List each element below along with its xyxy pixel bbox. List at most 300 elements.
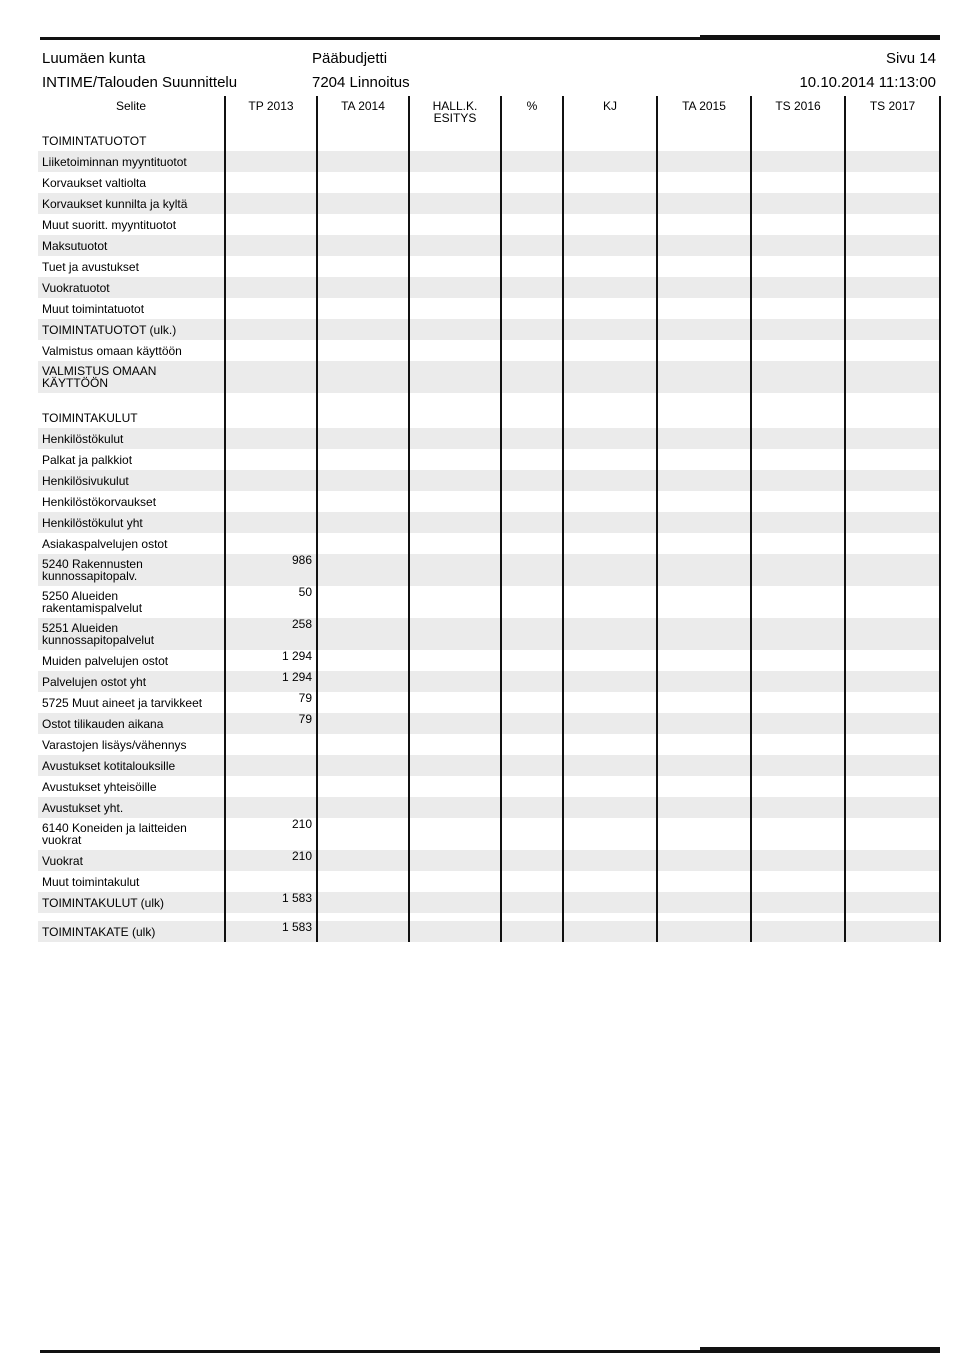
tp2013-value: [225, 734, 317, 755]
tp2013-value: [225, 172, 317, 193]
empty-value: [317, 491, 409, 512]
empty-value: [501, 277, 563, 298]
empty-value: [317, 554, 409, 586]
empty-value: [751, 340, 845, 361]
empty-value: [409, 586, 501, 618]
footer-rule: [40, 1350, 940, 1353]
tp2013-value: [225, 235, 317, 256]
empty-value: [501, 449, 563, 470]
empty-value: [409, 713, 501, 734]
empty-value: [657, 921, 751, 942]
empty-value: [317, 755, 409, 776]
empty-value: [501, 892, 563, 913]
row-label: Muut suoritt. myyntituotot: [42, 217, 177, 232]
tp2013-value: [225, 755, 317, 776]
spacer-cell: [751, 913, 845, 921]
empty-value: [501, 850, 563, 871]
empty-value: [563, 319, 657, 340]
empty-value: [657, 671, 751, 692]
table-body: [38, 130, 940, 942]
tp2013-value: 79: [225, 692, 317, 713]
empty-value: [845, 650, 940, 671]
empty-value: [751, 921, 845, 942]
empty-value: [409, 193, 501, 214]
row-label: Henkilöstökulut yht: [38, 512, 225, 533]
row-label: Muut toimintakulut: [42, 874, 140, 889]
column-header: TA 2015: [657, 96, 751, 130]
empty-value: [317, 340, 409, 361]
empty-value: [845, 818, 940, 850]
empty-value: [501, 512, 563, 533]
table-row: [38, 512, 940, 533]
tp2013-value: [225, 277, 317, 298]
empty-value: [409, 319, 501, 340]
spacer-cell: [751, 393, 845, 407]
empty-value: [751, 850, 845, 871]
empty-value: [563, 151, 657, 172]
empty-value: [409, 554, 501, 586]
empty-value: [501, 470, 563, 491]
empty-value: [501, 586, 563, 618]
empty-value: [657, 256, 751, 277]
empty-value: [751, 214, 845, 235]
empty-value: [563, 491, 657, 512]
empty-value: [501, 533, 563, 554]
tp2013-value: 1 294: [225, 671, 317, 692]
empty-value: [317, 449, 409, 470]
spacer-cell: [501, 393, 563, 407]
table-row: [38, 713, 940, 734]
tp2013-value: [225, 470, 317, 491]
empty-value: [317, 428, 409, 449]
empty-value: [409, 256, 501, 277]
empty-value: [501, 151, 563, 172]
empty-value: [563, 361, 657, 393]
empty-value: [751, 533, 845, 554]
table-row: [38, 449, 940, 470]
empty-value: [751, 491, 845, 512]
row-label: Ostot tilikauden aikana: [38, 713, 225, 734]
empty-value: [751, 512, 845, 533]
empty-value: [563, 407, 657, 428]
empty-value: [751, 151, 845, 172]
table-row: [38, 361, 940, 393]
header-rule-tab: [700, 35, 940, 38]
empty-value: [751, 277, 845, 298]
empty-value: [657, 172, 751, 193]
row-label: 6140 Koneiden ja laitteiden vuokrat: [42, 821, 187, 847]
empty-value: [563, 512, 657, 533]
empty-value: [501, 130, 563, 151]
row-label: Muut toimintatuotot: [42, 301, 145, 316]
spacer-cell: [563, 913, 657, 921]
empty-value: [563, 340, 657, 361]
empty-value: [751, 734, 845, 755]
empty-value: [409, 650, 501, 671]
table-row: [38, 193, 940, 214]
empty-value: [751, 554, 845, 586]
empty-value: [409, 921, 501, 942]
empty-value: [657, 755, 751, 776]
empty-value: [501, 650, 563, 671]
empty-value: [845, 554, 940, 586]
empty-value: [409, 298, 501, 319]
empty-value: [409, 512, 501, 533]
row-label: TOIMINTATUOTOT (ulk.): [38, 319, 225, 340]
empty-value: [845, 340, 940, 361]
empty-value: [657, 235, 751, 256]
table-row: [38, 818, 940, 850]
system-name: INTIME/Talouden Suunnittelu: [42, 74, 238, 91]
empty-value: [845, 277, 940, 298]
table-row: [38, 776, 940, 797]
empty-value: [657, 298, 751, 319]
empty-value: [751, 692, 845, 713]
page-number: Sivu 14: [885, 50, 936, 67]
empty-value: [501, 921, 563, 942]
table-row: [38, 319, 940, 340]
empty-value: [657, 428, 751, 449]
budget-table: [38, 96, 941, 942]
empty-value: [845, 797, 940, 818]
empty-value: [845, 755, 940, 776]
row-label: Liiketoiminnan myyntituotot: [38, 151, 225, 172]
row-label: Asiakaspalvelujen ostot: [42, 536, 168, 551]
empty-value: [845, 298, 940, 319]
empty-value: [317, 151, 409, 172]
row-label: TOIMINTAKULUT: [42, 410, 138, 425]
empty-value: [501, 554, 563, 586]
empty-value: [563, 172, 657, 193]
row-label: Henkilöstökulut: [38, 428, 225, 449]
empty-value: [751, 193, 845, 214]
empty-value: [501, 361, 563, 393]
row-label: Valmistus omaan käyttöön: [42, 343, 182, 358]
spacer-cell: [501, 913, 563, 921]
empty-value: [845, 713, 940, 734]
empty-value: [657, 151, 751, 172]
empty-value: [317, 319, 409, 340]
empty-value: [845, 193, 940, 214]
empty-value: [317, 776, 409, 797]
table-row: [38, 491, 940, 512]
spacer-cell: [225, 393, 317, 407]
row-label: Avustukset yht.: [38, 797, 225, 818]
empty-value: [657, 871, 751, 892]
empty-value: [563, 692, 657, 713]
empty-value: [409, 776, 501, 797]
empty-value: [409, 850, 501, 871]
empty-value: [751, 586, 845, 618]
row-label: Korvaukset kunnilta ja kyltä: [38, 193, 225, 214]
empty-value: [563, 470, 657, 491]
empty-value: [501, 755, 563, 776]
empty-value: [409, 871, 501, 892]
empty-value: [751, 892, 845, 913]
spacer-cell: [409, 913, 501, 921]
empty-value: [501, 319, 563, 340]
empty-value: [501, 871, 563, 892]
empty-value: [845, 407, 940, 428]
empty-value: [409, 428, 501, 449]
spacer-cell: [845, 913, 940, 921]
empty-value: [751, 130, 845, 151]
empty-value: [409, 797, 501, 818]
empty-value: [317, 533, 409, 554]
empty-value: [845, 776, 940, 797]
empty-value: [501, 235, 563, 256]
empty-value: [317, 671, 409, 692]
empty-value: [563, 713, 657, 734]
table-row: [38, 554, 940, 586]
empty-value: [657, 650, 751, 671]
tp2013-value: [225, 407, 317, 428]
empty-value: [751, 256, 845, 277]
empty-value: [317, 235, 409, 256]
empty-value: [845, 533, 940, 554]
empty-value: [845, 512, 940, 533]
empty-value: [751, 818, 845, 850]
empty-value: [317, 713, 409, 734]
tp2013-value: [225, 491, 317, 512]
table-row: [38, 734, 940, 755]
row-label: Henkilöstökorvaukset: [42, 494, 157, 509]
tp2013-value: [225, 340, 317, 361]
empty-value: [845, 256, 940, 277]
empty-value: [501, 407, 563, 428]
table-row: [38, 692, 940, 713]
table-row: [38, 797, 940, 818]
empty-value: [501, 618, 563, 650]
budget-name: Pääbudjetti: [312, 50, 388, 67]
empty-value: [563, 671, 657, 692]
empty-value: [845, 586, 940, 618]
empty-value: [317, 361, 409, 393]
row-label: Palvelujen ostot yht: [38, 671, 225, 692]
table-row: [38, 235, 940, 256]
empty-value: [409, 407, 501, 428]
empty-value: [563, 428, 657, 449]
empty-value: [317, 586, 409, 618]
spacer-cell: [409, 393, 501, 407]
empty-value: [657, 554, 751, 586]
row-label: Palkat ja palkkiot: [42, 452, 133, 467]
empty-value: [563, 755, 657, 776]
tp2013-value: [225, 130, 317, 151]
empty-value: [845, 671, 940, 692]
row-label: Tuet ja avustukset: [42, 259, 139, 274]
tp2013-value: [225, 298, 317, 319]
empty-value: [563, 214, 657, 235]
empty-value: [657, 470, 751, 491]
empty-value: [845, 734, 940, 755]
row-label: Henkilösivukulut: [38, 470, 225, 491]
table-row: [38, 671, 940, 692]
table-row: [38, 256, 940, 277]
row-label: 5240 Rakennusten kunnossapitopalv.: [38, 554, 225, 586]
empty-value: [409, 214, 501, 235]
empty-value: [409, 470, 501, 491]
column-header: TS 2017: [845, 96, 940, 130]
empty-value: [501, 491, 563, 512]
row-label: Muiden palvelujen ostot: [42, 653, 169, 668]
empty-value: [409, 618, 501, 650]
table-row: [38, 650, 940, 671]
empty-value: [563, 586, 657, 618]
empty-value: [409, 449, 501, 470]
empty-value: [317, 797, 409, 818]
empty-value: [563, 892, 657, 913]
empty-value: [657, 491, 751, 512]
empty-value: [657, 618, 751, 650]
empty-value: [409, 340, 501, 361]
empty-value: [563, 618, 657, 650]
tp2013-value: [225, 256, 317, 277]
tp2013-value: 986: [225, 554, 317, 586]
spacer-cell: [317, 913, 409, 921]
tp2013-value: [225, 449, 317, 470]
empty-value: [563, 850, 657, 871]
empty-value: [751, 319, 845, 340]
row-label: Varastojen lisäys/vähennys: [42, 737, 187, 752]
empty-value: [317, 172, 409, 193]
column-header: TP 2013: [225, 96, 317, 130]
empty-value: [845, 214, 940, 235]
empty-value: [845, 151, 940, 172]
tp2013-value: 1 294: [225, 650, 317, 671]
table-row: [38, 586, 940, 618]
tp2013-value: 50: [225, 586, 317, 618]
row-label: Vuokratuotot: [38, 277, 225, 298]
column-header: TA 2014: [317, 96, 409, 130]
row-label: TOIMINTATUOTOT: [42, 133, 147, 148]
empty-value: [563, 554, 657, 586]
table-row: [38, 277, 940, 298]
tp2013-value: 1 583: [225, 892, 317, 913]
empty-value: [317, 892, 409, 913]
empty-value: [317, 650, 409, 671]
empty-value: [845, 470, 940, 491]
empty-value: [563, 650, 657, 671]
tp2013-value: 79: [225, 713, 317, 734]
empty-value: [409, 533, 501, 554]
empty-value: [845, 428, 940, 449]
empty-value: [563, 256, 657, 277]
unit-name: 7204 Linnoitus: [312, 74, 410, 91]
tp2013-value: [225, 871, 317, 892]
empty-value: [317, 618, 409, 650]
table-row: [38, 407, 940, 428]
empty-value: [409, 172, 501, 193]
empty-value: [563, 449, 657, 470]
print-timestamp: 10.10.2014 11:13:00: [799, 74, 936, 91]
empty-value: [751, 428, 845, 449]
row-label: Avustukset yhteisöille: [42, 779, 157, 794]
empty-value: [409, 277, 501, 298]
empty-value: [845, 172, 940, 193]
empty-value: [751, 755, 845, 776]
empty-value: [657, 361, 751, 393]
column-header: %: [501, 96, 563, 130]
empty-value: [845, 361, 940, 393]
empty-value: [751, 797, 845, 818]
empty-value: [657, 130, 751, 151]
empty-value: [657, 193, 751, 214]
spacer-cell: [317, 393, 409, 407]
empty-value: [751, 449, 845, 470]
tp2013-value: 1 583: [225, 921, 317, 942]
empty-value: [501, 298, 563, 319]
empty-value: [563, 921, 657, 942]
empty-value: [317, 298, 409, 319]
row-label: Korvaukset valtiolta: [42, 175, 147, 190]
empty-value: [501, 340, 563, 361]
empty-value: [657, 734, 751, 755]
empty-value: [845, 871, 940, 892]
table-row: [38, 298, 940, 319]
empty-value: [317, 850, 409, 871]
empty-value: [751, 470, 845, 491]
empty-value: [751, 407, 845, 428]
empty-value: [563, 533, 657, 554]
empty-value: [501, 776, 563, 797]
empty-value: [501, 713, 563, 734]
tp2013-value: [225, 512, 317, 533]
empty-value: [563, 797, 657, 818]
column-header: KJ: [563, 96, 657, 130]
empty-value: [751, 298, 845, 319]
empty-value: [563, 818, 657, 850]
tp2013-value: 210: [225, 850, 317, 871]
empty-value: [501, 193, 563, 214]
empty-value: [563, 734, 657, 755]
spacer-cell: [38, 913, 225, 921]
empty-value: [845, 692, 940, 713]
empty-value: [657, 692, 751, 713]
empty-value: [751, 618, 845, 650]
empty-value: [501, 172, 563, 193]
tp2013-value: [225, 151, 317, 172]
empty-value: [317, 921, 409, 942]
empty-value: [409, 361, 501, 393]
empty-value: [657, 892, 751, 913]
org-name: Luumäen kunta: [42, 50, 146, 67]
column-header: HALL.K. ESITYS: [409, 96, 501, 130]
empty-value: [501, 692, 563, 713]
table-row: [38, 871, 940, 892]
tp2013-value: [225, 193, 317, 214]
table-row: [38, 340, 940, 361]
table-row: [38, 214, 940, 235]
empty-value: [317, 734, 409, 755]
row-label: Maksutuotot: [38, 235, 225, 256]
empty-value: [409, 734, 501, 755]
empty-value: [563, 871, 657, 892]
empty-value: [751, 361, 845, 393]
empty-value: [657, 533, 751, 554]
empty-value: [409, 151, 501, 172]
empty-value: [751, 871, 845, 892]
empty-value: [501, 818, 563, 850]
empty-value: [409, 892, 501, 913]
empty-value: [409, 692, 501, 713]
empty-value: [563, 130, 657, 151]
empty-value: [751, 776, 845, 797]
empty-value: [409, 818, 501, 850]
footer-rule-tab: [700, 1347, 940, 1350]
column-header: TS 2016: [751, 96, 845, 130]
empty-value: [845, 618, 940, 650]
